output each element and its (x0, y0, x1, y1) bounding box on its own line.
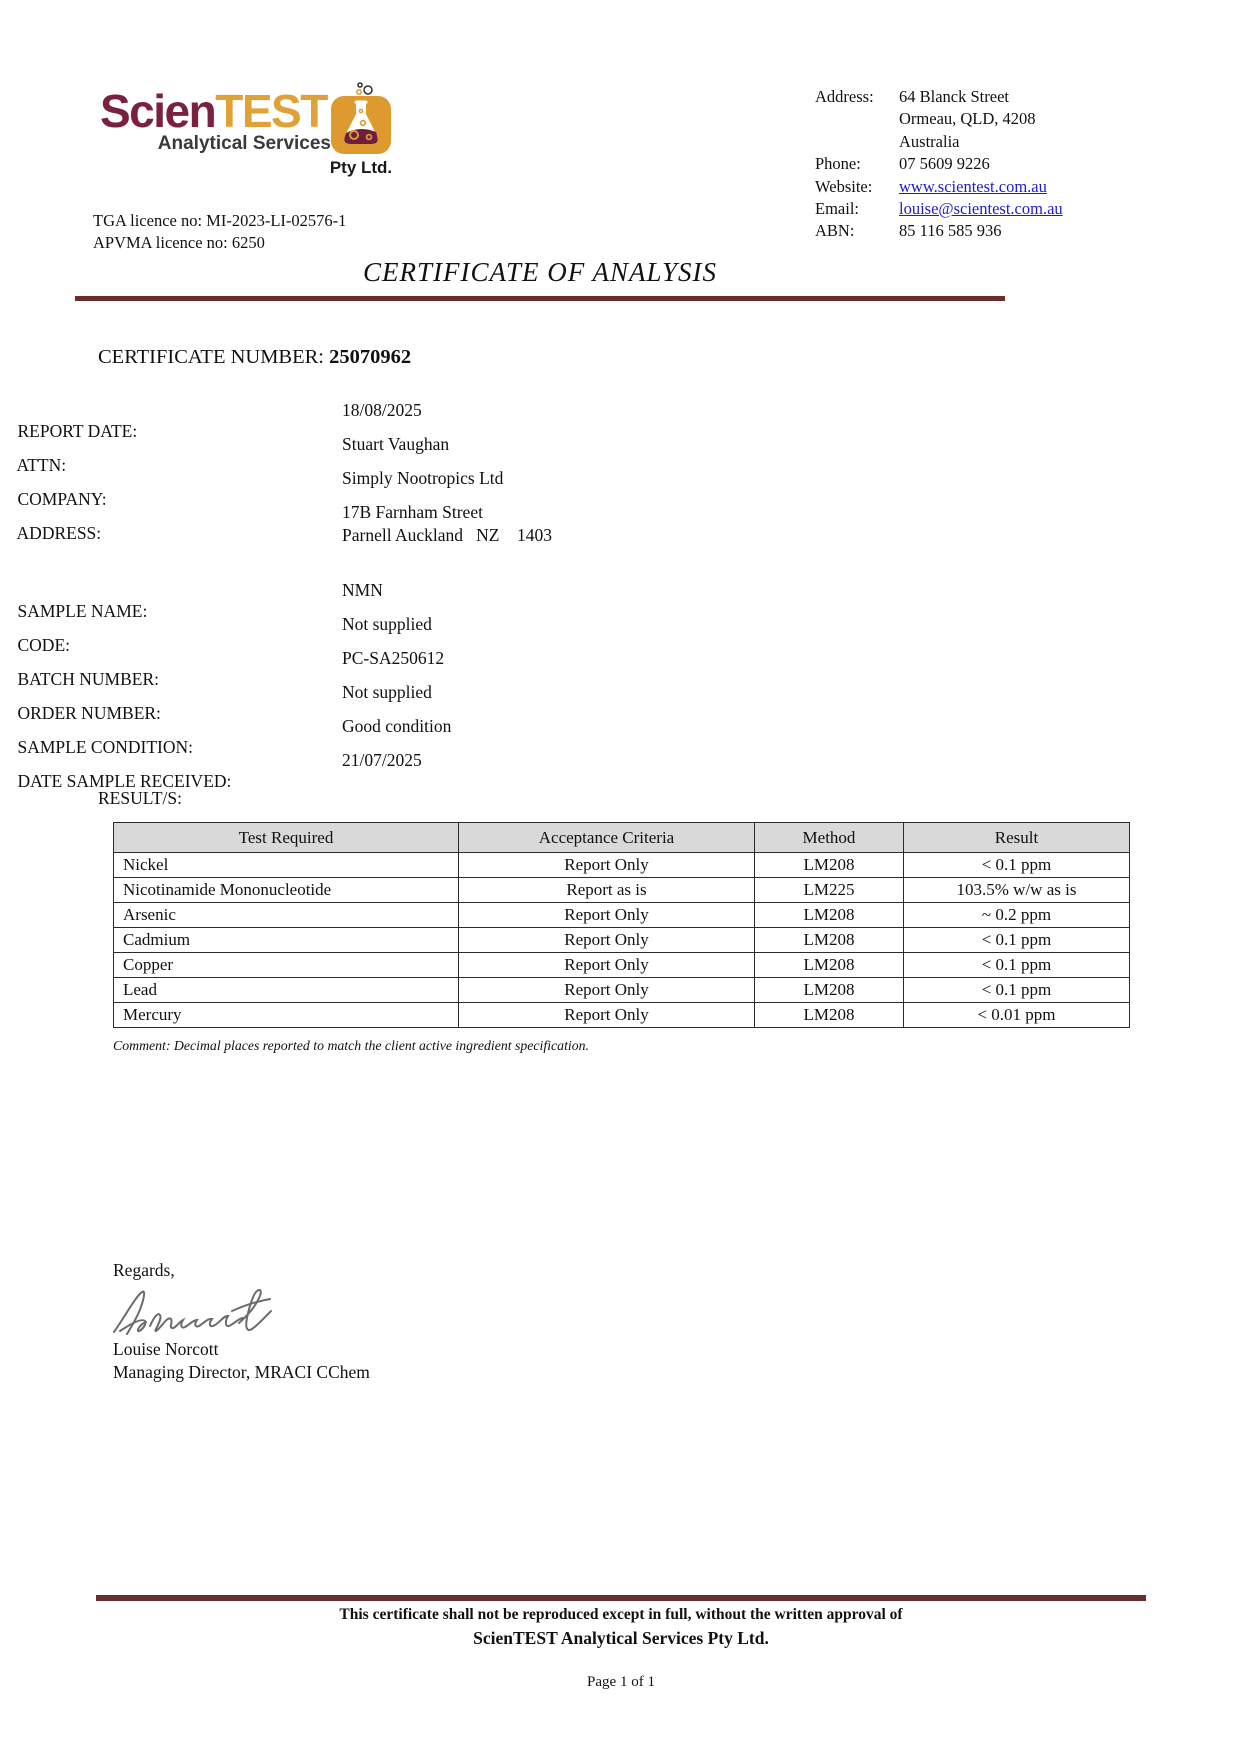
document-title: CERTIFICATE OF ANALYSIS (363, 257, 717, 287)
website-label: Website: (815, 176, 873, 196)
results-table-header-row (114, 823, 1130, 853)
contact-block (815, 86, 1063, 243)
contact-abn-row (815, 220, 1063, 242)
results-section-label: RESULT/S: (98, 788, 182, 808)
field-label: ORDER NUMBER: (17, 703, 161, 723)
address-line3: Australia (899, 131, 960, 151)
col-header-method: Method (755, 823, 904, 853)
title-divider-rule (75, 296, 1005, 301)
field-label: ATTN: (16, 455, 67, 475)
footer-divider-rule (96, 1595, 1146, 1601)
cell-test: Mercury (114, 1003, 459, 1028)
signature-handwriting (108, 1282, 308, 1340)
page-number: Page 1 of 1 (587, 1674, 655, 1690)
field-value: NMN (342, 580, 383, 600)
table-row (114, 928, 1130, 953)
results-table (113, 822, 1130, 1028)
col-header-test-required: Test Required (114, 823, 459, 853)
field-label: DATE SAMPLE RECEIVED: (17, 771, 232, 791)
email-link[interactable]: louise@scientest.com.au (899, 199, 1063, 219)
field-label: SAMPLE NAME: (17, 601, 148, 621)
address-label-spacer (815, 108, 899, 130)
field-value: Simply Nootropics Ltd (342, 468, 504, 488)
cell-test: Nickel (114, 853, 459, 878)
cell-method: LM208 (755, 903, 904, 928)
field-value: Not supplied (342, 682, 432, 702)
table-row (114, 878, 1130, 903)
field-value: 21/07/2025 (342, 750, 422, 770)
field-label: COMPANY: (17, 489, 107, 509)
logo-pty-ltd: Pty Ltd. (329, 158, 393, 177)
field-value: Not supplied (342, 614, 432, 634)
cell-test: Nicotinamide Mononucleotide (114, 878, 459, 903)
flask-icon (330, 80, 392, 158)
cell-result: ~ 0.2 ppm (904, 903, 1130, 928)
cell-result: < 0.1 ppm (904, 978, 1130, 1003)
cell-test: Copper (114, 953, 459, 978)
contact-address-row1 (815, 86, 1063, 108)
cell-test: Cadmium (114, 928, 459, 953)
cell-method: LM208 (755, 978, 904, 1003)
logo-text-scien: Scien (100, 85, 216, 137)
contact-email-row (815, 198, 1063, 220)
table-row (114, 903, 1130, 928)
field-value: PC-SA250612 (342, 648, 445, 668)
certificate-number-value: 25070962 (329, 346, 412, 368)
address-line2: Ormeau, QLD, 4208 (899, 109, 1036, 129)
website-link[interactable]: www.scientest.com.au (899, 176, 1047, 196)
cell-test: Arsenic (114, 903, 459, 928)
certificate-number-label: CERTIFICATE NUMBER: (98, 346, 330, 368)
abn-label: ABN: (815, 221, 855, 241)
cell-criteria: Report Only (459, 1003, 755, 1028)
phone-value: 07 5609 9226 (899, 154, 990, 174)
company-logo-wordmark (100, 85, 327, 137)
footer-disclaimer-line2: ScienTEST Analytical Services Pty Ltd. (473, 1628, 769, 1648)
abn-value: 85 116 585 936 (899, 221, 1002, 241)
col-header-acceptance-criteria: Acceptance Criteria (459, 823, 755, 853)
footer-disclaimer-line1: This certificate shall not be reproduced except in full, without the written approval of (339, 1606, 903, 1623)
cell-method: LM208 (755, 1003, 904, 1028)
licence-block (93, 210, 346, 254)
cell-method: LM225 (755, 878, 904, 903)
cell-criteria: Report Only (459, 928, 755, 953)
table-row (114, 978, 1130, 1003)
table-row (114, 853, 1130, 878)
field-value: 18/08/2025 (342, 400, 422, 420)
field-label: BATCH NUMBER: (17, 669, 159, 689)
cell-criteria: Report Only (459, 903, 755, 928)
contact-website-row (815, 176, 1063, 198)
signatory-block (113, 1338, 370, 1384)
cell-criteria: Report Only (459, 953, 755, 978)
field-label: CODE: (17, 635, 70, 655)
table-row (114, 1003, 1130, 1028)
contact-phone-row (815, 153, 1063, 175)
cell-method: LM208 (755, 853, 904, 878)
address-line1: 64 Blanck Street (899, 87, 1009, 106)
field-value: Stuart Vaughan (342, 434, 450, 454)
field-label: REPORT DATE: (17, 421, 138, 441)
cell-result: 103.5% w/w as is (904, 878, 1130, 903)
tga-licence: TGA licence no: MI-2023-LI-02576-1 (93, 211, 347, 230)
cell-method: LM208 (755, 953, 904, 978)
field-label: SAMPLE CONDITION: (17, 737, 193, 757)
cell-criteria: Report Only (459, 978, 755, 1003)
cell-result: < 0.1 ppm (904, 853, 1130, 878)
cell-criteria: Report as is (459, 878, 755, 903)
cell-test: Lead (114, 978, 459, 1003)
contact-address-row2 (815, 108, 1063, 130)
field-value-line2: Parnell Auckland NZ 1403 (342, 525, 552, 545)
field-value: Good condition (342, 716, 452, 736)
field-value: 17B Farnham Street (342, 502, 483, 522)
logo-text-test: TEST (215, 85, 327, 137)
field-label: ADDRESS: (16, 523, 102, 543)
email-label: Email: (815, 199, 859, 219)
cell-result: < 0.01 ppm (904, 1003, 1130, 1028)
cell-criteria: Report Only (459, 853, 755, 878)
col-header-result: Result (904, 823, 1130, 853)
cell-result: < 0.1 ppm (904, 928, 1130, 953)
table-row (114, 953, 1130, 978)
phone-label: Phone: (815, 154, 861, 174)
cell-method: LM208 (755, 928, 904, 953)
signatory-name: Louise Norcott (113, 1339, 219, 1359)
apvma-licence: APVMA licence no: 6250 (93, 233, 265, 252)
address-label: Address: (815, 87, 874, 106)
logo-subtitle: Analytical Services (157, 133, 331, 154)
cell-result: < 0.1 ppm (904, 953, 1130, 978)
address-label-spacer2 (815, 131, 899, 153)
signature-regards: Regards, (113, 1260, 175, 1280)
table-comment: Comment: Decimal places reported to match the client active ingredient specification. (113, 1038, 589, 1053)
certificate-number-line (98, 346, 411, 369)
contact-address-row3 (815, 131, 1063, 153)
signatory-role: Managing Director, MRACI CChem (113, 1362, 370, 1382)
